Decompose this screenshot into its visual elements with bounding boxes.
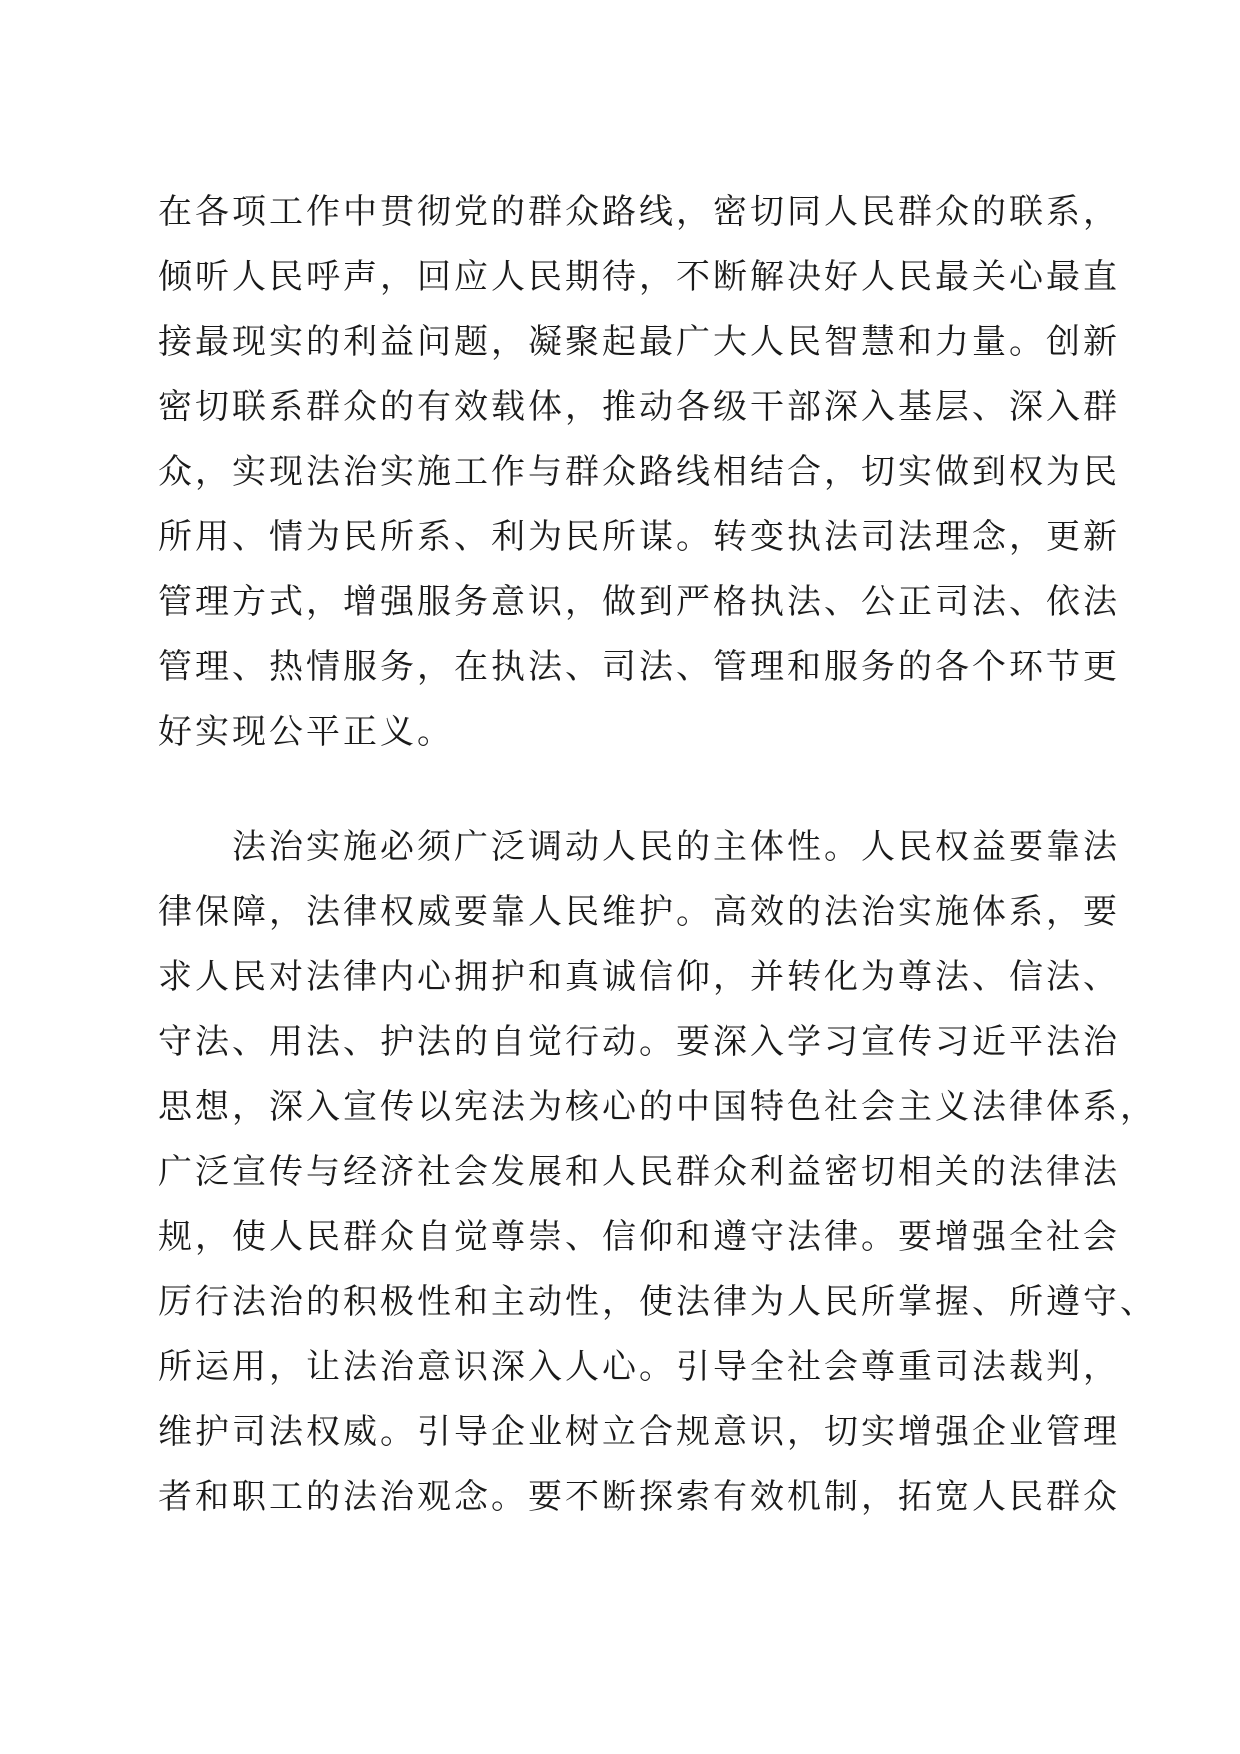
text-line: 所运用，让法治意识深入人心。引导全社会尊重司法裁判， <box>158 1347 1120 1387</box>
text-line: 管理方式，增强服务意识，做到严格执法、公正司法、依法 <box>158 582 1120 622</box>
text-line: 密切联系群众的有效载体，推动各级干部深入基层、深入群 <box>158 387 1120 427</box>
text-line: 在各项工作中贯彻党的群众路线，密切同人民群众的联系， <box>158 192 1120 232</box>
text-line: 维护司法权威。引导企业树立合规意识，切实增强企业管理 <box>158 1412 1120 1452</box>
text-line: 管理、热情服务，在执法、司法、管理和服务的各个环节更 <box>158 647 1120 687</box>
text-line: 求人民对法律内心拥护和真诚信仰，并转化为尊法、信法、 <box>158 957 1120 997</box>
text-line: 众，实现法治实施工作与群众路线相结合，切实做到权为民 <box>158 452 1120 492</box>
text-line: 规，使人民群众自觉尊崇、信仰和遵守法律。要增强全社会 <box>158 1217 1120 1257</box>
text-line: 广泛宣传与经济社会发展和人民群众利益密切相关的法律法 <box>158 1152 1120 1192</box>
text-line: 接最现实的利益问题，凝聚起最广大人民智慧和力量。创新 <box>158 322 1120 362</box>
text-line: 思想，深入宣传以宪法为核心的中国特色社会主义法律体系， <box>158 1087 1157 1127</box>
text-line: 者和职工的法治观念。要不断探索有效机制，拓宽人民群众 <box>158 1477 1120 1517</box>
text-line: 倾听人民呼声，回应人民期待，不断解决好人民最关心最直 <box>158 257 1120 297</box>
text-line: 法治实施必须广泛调动人民的主体性。人民权益要靠法 <box>158 827 1120 867</box>
text-line: 律保障，法律权威要靠人民维护。高效的法治实施体系，要 <box>158 892 1120 932</box>
text-line: 好实现公平正义。 <box>158 712 454 752</box>
text-line: 厉行法治的积极性和主动性，使法律为人民所掌握、所遵守、 <box>158 1282 1157 1322</box>
text-line: 所用、情为民所系、利为民所谋。转变执法司法理念，更新 <box>158 517 1120 557</box>
text-line: 守法、用法、护法的自觉行动。要深入学习宣传习近平法治 <box>158 1022 1120 1062</box>
